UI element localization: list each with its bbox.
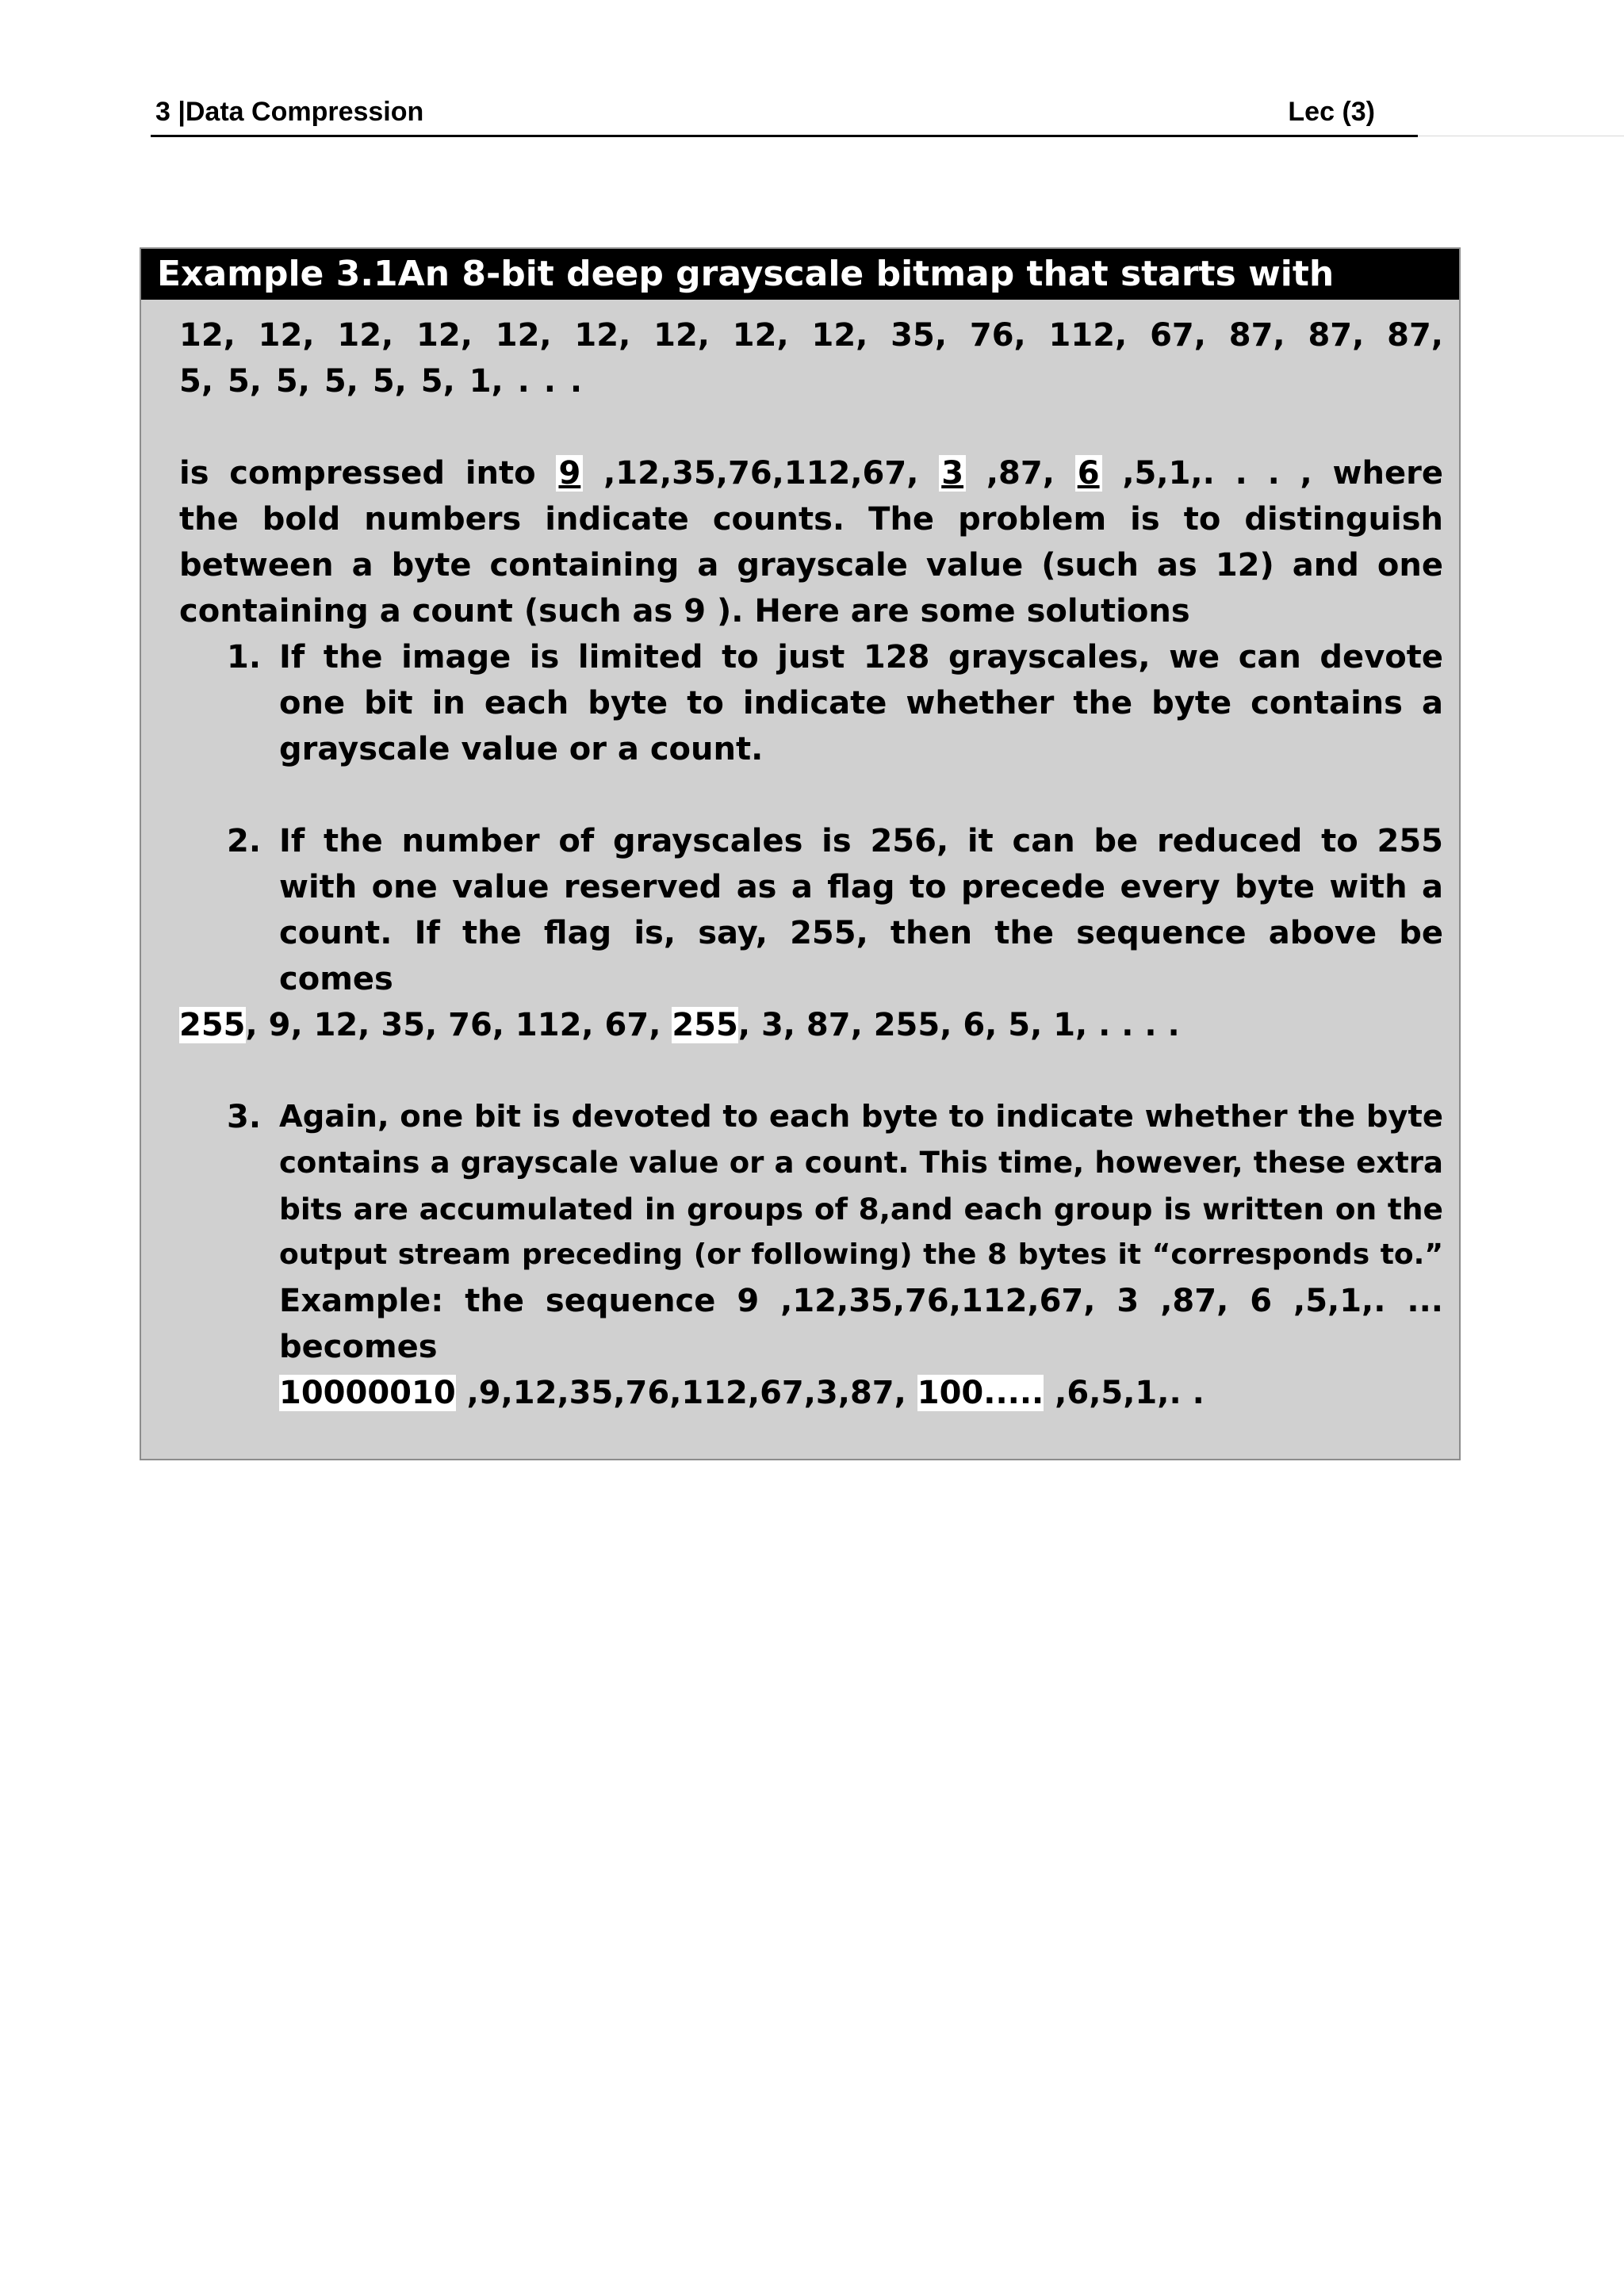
solution-3-line: contains a grayscale value or a count. This time, however, these extra bbox=[279, 1146, 1443, 1180]
solution-1-line: grayscale value or a count. bbox=[279, 731, 764, 767]
solution-1-line: If the image is limited to just 128 grayscales, we can devote bbox=[279, 639, 1443, 675]
sequence-line-2: 5, 5, 5, 5, 5, 5, 1, . . . bbox=[179, 363, 583, 400]
solution-3-line: output stream preceding (or following) the 8 bytes it “corresponds to.” bbox=[279, 1238, 1443, 1271]
count-6: 6 bbox=[1075, 455, 1102, 492]
solution-1-number: 1. bbox=[227, 639, 262, 675]
solution-3-line: bits are accumulated in groups of 8,and each group is written on the bbox=[279, 1192, 1443, 1226]
solution-2-line: comes bbox=[279, 961, 393, 997]
paragraph-line-2: the bold numbers indicate counts. The problem is to distinguish bbox=[179, 501, 1443, 538]
count-3: 3 bbox=[939, 455, 966, 492]
solution-2-line: count. If the flag is, say, 255, then the sequence above be bbox=[279, 915, 1443, 951]
solution-2-number: 2. bbox=[227, 823, 262, 859]
sequence-line-1: 12, 12, 12, 12, 12, 12, 12, 12, 12, 35, 76, 112, 67, 87, 87, 87, bbox=[179, 317, 1443, 354]
compressed-text-2: ,12,35,76,112,67, bbox=[603, 455, 919, 492]
count-9: 9 bbox=[556, 455, 583, 492]
solution-2-line: If the number of grayscales is 256, it can be reduced to 255 bbox=[279, 823, 1443, 859]
sequence-text: ,6,5,1,. . bbox=[1044, 1375, 1205, 1411]
header-lecture: Lec (3) bbox=[1288, 97, 1375, 127]
paragraph-line-3: between a byte containing a grayscale value (such as 12) and one bbox=[179, 547, 1443, 584]
compressed-text-3: ,87, bbox=[986, 455, 1055, 492]
header-title: 3 |Data Compression bbox=[155, 97, 424, 127]
paragraph-line-4: containing a count (such as 9 ). Here are some solutions bbox=[179, 593, 1190, 629]
flag-255: 255 bbox=[179, 1007, 246, 1043]
flag-255: 255 bbox=[672, 1007, 738, 1043]
solution-1-line: one bit in each byte to indicate whether the byte contains a bbox=[279, 685, 1443, 721]
solution-2-line: with one value reserved as a flag to precede every byte with a bbox=[279, 869, 1443, 905]
sequence-text: ,9,12,35,76,112,67,3,87, bbox=[455, 1375, 906, 1411]
solution-3-line: Example: the sequence 9 ,12,35,76,112,67, 3 ,87, 6 ,5,1,. ... bbox=[279, 1283, 1443, 1319]
example-title: Example 3.1An 8-bit deep grayscale bitmap that starts with bbox=[141, 249, 1459, 300]
sequence-text: , 9, 12, 35, 76, 112, 67, bbox=[245, 1007, 661, 1043]
header-rule bbox=[151, 135, 1418, 137]
compressed-text-1: is compressed into bbox=[179, 455, 536, 492]
solution-3-number: 3. bbox=[227, 1099, 262, 1135]
flag-bits: 10000010 bbox=[279, 1375, 456, 1411]
solution-2-sequence bbox=[179, 1002, 1443, 1048]
flag-bits: 100..... bbox=[917, 1375, 1044, 1411]
solution-3-line: becomes bbox=[279, 1329, 438, 1365]
compressed-line bbox=[179, 450, 1443, 496]
page-header bbox=[151, 94, 1419, 140]
solution-3-sequence bbox=[279, 1370, 1443, 1416]
sequence-text: , 3, 87, 255, 6, 5, 1, . . . . bbox=[737, 1007, 1180, 1043]
example-box bbox=[140, 247, 1461, 1460]
compressed-text-4: ,5,1,. . . , where bbox=[1122, 455, 1443, 492]
solution-3-line: Again, one bit is devoted to each byte to indicate whether the byte bbox=[279, 1099, 1443, 1135]
